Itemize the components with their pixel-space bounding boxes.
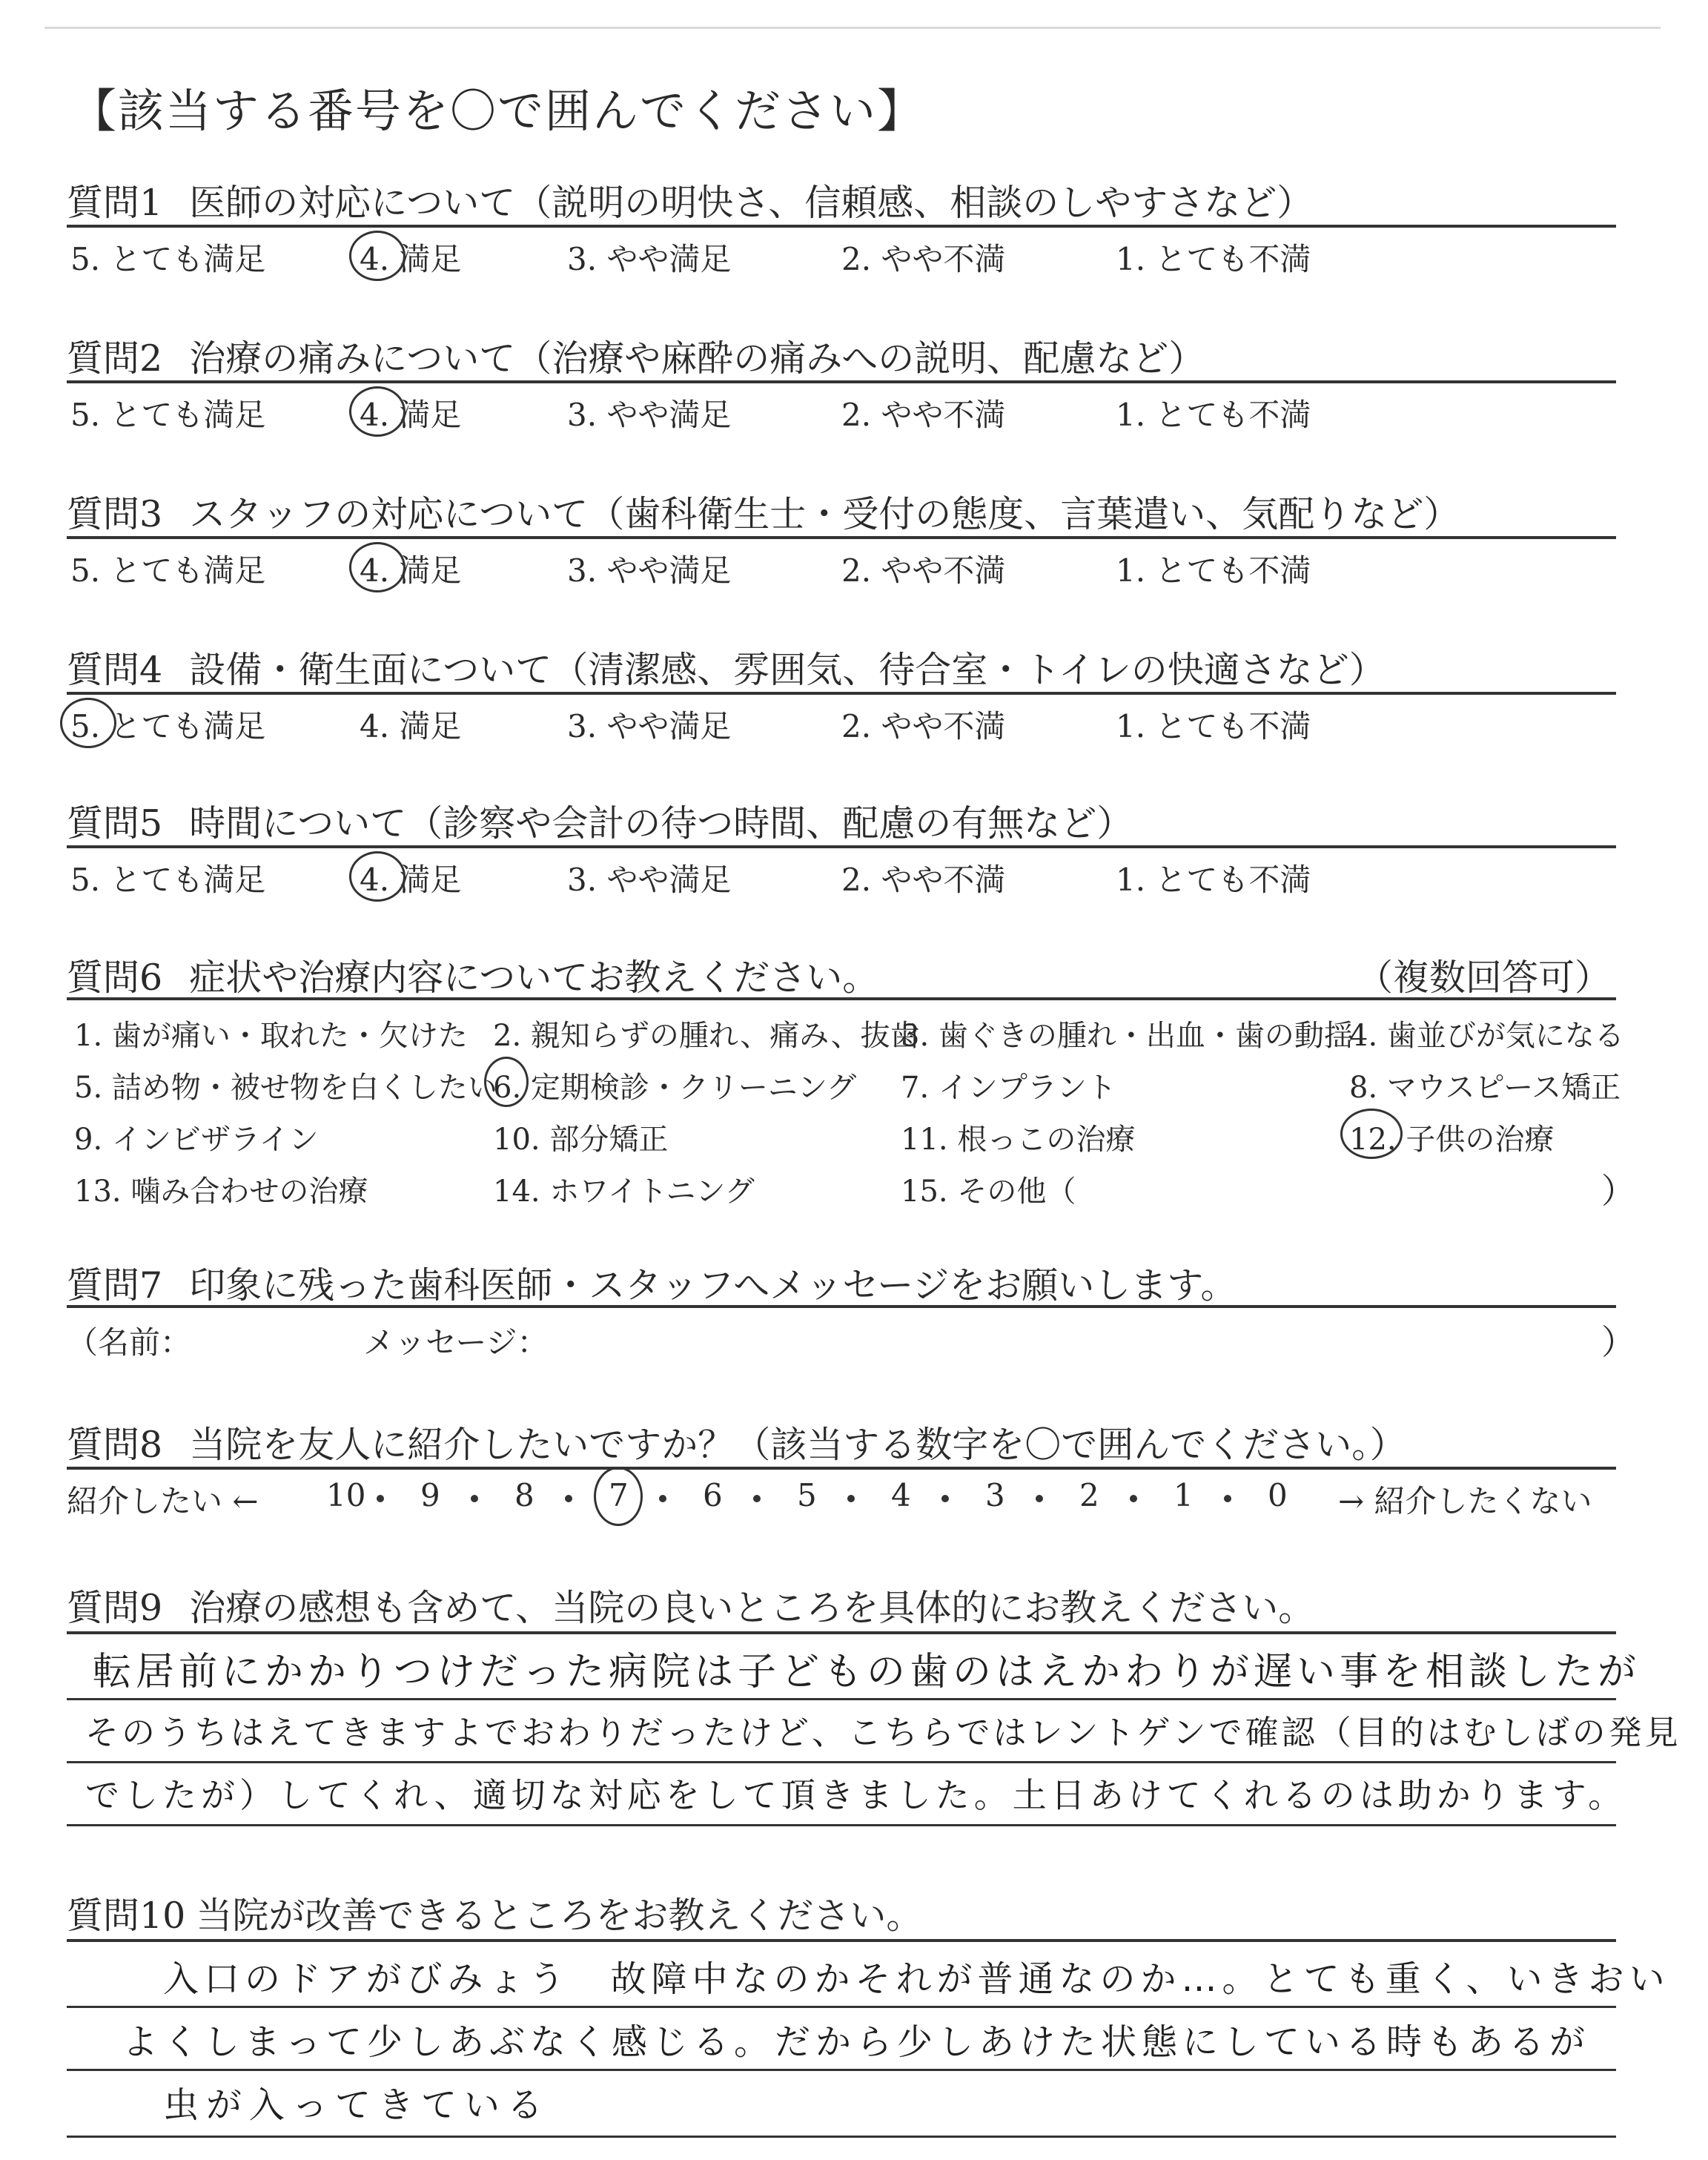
q8-scale-5[interactable]: 5 <box>797 1477 817 1513</box>
q1-rule <box>67 225 1616 228</box>
q7-text: 印象に残った歯科医師・スタッフへメッセージをお願いします。 <box>189 1264 1237 1307</box>
q5-option-5[interactable]: 5. とても満足 <box>70 862 266 898</box>
q1-option-2[interactable]: 2. やや不満 <box>841 241 1006 277</box>
q5-option-4[interactable]: 4. 満足 <box>360 862 462 898</box>
q1-selected-circle <box>349 231 406 281</box>
q1-option-3[interactable]: 3. やや満足 <box>567 241 732 277</box>
q4-heading <box>67 641 1616 693</box>
q2-option-4[interactable]: 4. 満足 <box>360 397 462 433</box>
q5-label: 質問5 <box>67 802 163 845</box>
q6-option-1[interactable]: 1. 歯が痛い・取れた・欠けた <box>74 1019 468 1053</box>
q8-scale-8[interactable]: 8 <box>514 1477 534 1513</box>
q6-option-7[interactable]: 7. インプラント <box>901 1071 1116 1105</box>
q7-rule <box>67 1305 1616 1308</box>
q3-selected-circle <box>349 542 406 592</box>
q10-answer-line-3: 虫が入ってきている <box>163 2084 551 2126</box>
q6-option-10[interactable]: 10. 部分矯正 <box>493 1123 669 1157</box>
q5-rule <box>67 845 1616 848</box>
q7-heading <box>67 1257 1616 1309</box>
q6-option-11[interactable]: 11. 根っこの治療 <box>901 1123 1136 1157</box>
q1-text: 医師の対応について（説明の明快さ、信頼感、相談のしやすさなど） <box>189 182 1314 224</box>
q7-message-label: メッセージ： <box>363 1324 549 1361</box>
q8-scale-7[interactable]: 7 <box>609 1477 629 1513</box>
q8-scale-4[interactable]: 4 <box>891 1477 911 1513</box>
q8-scale-6[interactable]: 6 <box>703 1477 723 1513</box>
q3-option-3[interactable]: 3. やや満足 <box>567 552 732 589</box>
q4-option-1[interactable]: 1. とても不満 <box>1116 708 1311 744</box>
q9-line-3 <box>67 1824 1616 1826</box>
q6-option-9[interactable]: 9. インビザライン <box>74 1123 319 1157</box>
q9-answer-line-3: でしたが）してくれ、適切な対応をして頂きました。土日あけてくれるのは助かります。 <box>85 1775 1627 1815</box>
page-title: 【該当する番号を〇で囲んでください】 <box>70 84 925 138</box>
q8-scale-separator <box>1130 1495 1137 1502</box>
q8-scale-0[interactable]: 0 <box>1268 1477 1288 1513</box>
q10-heading <box>67 1887 1616 1939</box>
q8-scale-10[interactable]: 10 <box>326 1477 366 1513</box>
q10-line-2 <box>67 2069 1616 2071</box>
q8-scale-separator <box>565 1495 572 1502</box>
q8-scale-9[interactable]: 9 <box>420 1477 440 1513</box>
q4-label: 質問4 <box>67 649 163 691</box>
q9-heading <box>67 1579 1616 1631</box>
q3-option-2[interactable]: 2. やや不満 <box>841 552 1006 589</box>
q4-rule <box>67 692 1616 695</box>
q6-option-2[interactable]: 2. 親知らずの腫れ、痛み、抜歯 <box>493 1019 920 1053</box>
q6-option-12[interactable]: 12. 子供の治療 <box>1349 1123 1555 1157</box>
q8-selected-circle <box>594 1467 643 1526</box>
q10-text: 当院が改善できるところをお教えください。 <box>196 1895 923 1937</box>
q1-heading <box>67 174 1616 226</box>
q10-rule <box>67 1939 1616 1942</box>
q8-left-label: 紹介したい ← <box>67 1483 259 1519</box>
q6-option-15[interactable]: 15. その他（ <box>901 1175 1076 1209</box>
q2-text: 治療の痛みについて（治療や麻酔の痛みへの説明、配慮など） <box>189 337 1205 380</box>
q6-note: （複数回答可） <box>1357 957 1612 999</box>
q9-answer-line-2: そのうちはえてきますよでおわりだったけど、こちらではレントゲンで確認（目的はむしばの発見 <box>85 1713 1681 1752</box>
q4-selected-circle <box>60 698 116 748</box>
q5-selected-circle <box>349 851 406 902</box>
q6-selected-circle-12 <box>1340 1109 1403 1159</box>
q2-selected-circle <box>349 386 406 437</box>
q9-line-1 <box>67 1698 1616 1700</box>
q3-option-4[interactable]: 4. 満足 <box>360 552 462 589</box>
q5-option-2[interactable]: 2. やや不満 <box>841 862 1006 898</box>
q6-option-8[interactable]: 8. マウスピース矯正 <box>1349 1071 1621 1105</box>
q8-scale-3[interactable]: 3 <box>985 1477 1005 1513</box>
q8-rule <box>67 1467 1616 1470</box>
q2-heading <box>67 330 1616 382</box>
q5-option-3[interactable]: 3. やや満足 <box>567 862 732 898</box>
q6-label: 質問6 <box>67 957 163 999</box>
q6-rule <box>67 997 1616 1000</box>
q8-label: 質問8 <box>67 1424 163 1466</box>
q4-option-5[interactable]: 5. とても満足 <box>70 708 266 744</box>
q9-answer-line-1: 転居前にかかりつけだった病院は子どもの歯のはえかわりが遅い事を相談したが <box>93 1650 1641 1694</box>
q1-label: 質問1 <box>67 182 163 224</box>
q8-text: 当院を友人に紹介したいですか？（該当する数字を〇で囲んでください。） <box>189 1424 1406 1466</box>
q2-option-2[interactable]: 2. やや不満 <box>841 397 1006 433</box>
q4-option-3[interactable]: 3. やや満足 <box>567 708 732 744</box>
q10-line-1 <box>67 2006 1616 2008</box>
q6-option-3[interactable]: 3. 歯ぐきの腫れ・出血・歯の動揺 <box>901 1019 1354 1053</box>
q8-scale-separator <box>377 1495 384 1502</box>
q5-option-1[interactable]: 1. とても不満 <box>1116 862 1311 898</box>
q8-scale-1[interactable]: 1 <box>1174 1477 1194 1513</box>
q4-text: 設備・衛生面について（清潔感、雰囲気、待合室・トイレの快適さなど） <box>189 649 1386 691</box>
q8-right-label: → 紹介したくない <box>1338 1483 1592 1519</box>
q8-scale-separator <box>1036 1495 1043 1502</box>
q2-option-3[interactable]: 3. やや満足 <box>567 397 732 433</box>
q1-option-5[interactable]: 5. とても満足 <box>70 241 266 277</box>
q8-scale-separator <box>1224 1495 1231 1502</box>
q3-label: 質問3 <box>67 493 163 535</box>
q2-option-1[interactable]: 1. とても不満 <box>1116 397 1311 433</box>
q3-option-5[interactable]: 5. とても満足 <box>70 552 266 589</box>
q3-text: スタッフの対応について（歯科衛生士・受付の態度、言葉遣い、気配りなど） <box>189 493 1460 535</box>
q2-rule <box>67 380 1616 383</box>
q6-selected-circle-6 <box>484 1057 529 1107</box>
q9-rule <box>67 1631 1616 1634</box>
q6-option-14[interactable]: 14. ホワイトニング <box>493 1175 755 1209</box>
q4-option-4[interactable]: 4. 満足 <box>360 708 462 744</box>
q8-scale-2[interactable]: 2 <box>1079 1477 1099 1513</box>
q3-rule <box>67 536 1616 539</box>
q7-name-label: （名前： <box>67 1324 192 1361</box>
q8-heading <box>67 1416 1616 1468</box>
q1-option-1[interactable]: 1. とても不満 <box>1116 241 1311 277</box>
q9-label: 質問9 <box>67 1587 163 1629</box>
q6-option-5[interactable]: 5. 詰め物・被せ物を白くしたい <box>74 1071 497 1105</box>
q10-line-3 <box>67 2136 1616 2138</box>
q2-option-5[interactable]: 5. とても満足 <box>70 397 266 433</box>
q8-scale-separator <box>471 1495 478 1502</box>
q5-text: 時間について（診察や会計の待つ時間、配慮の有無など） <box>189 802 1133 845</box>
q3-option-1[interactable]: 1. とても不満 <box>1116 552 1311 589</box>
q6-text: 症状や治療内容についてお教えください。 <box>189 957 879 999</box>
q10-answer-line-1: 入口のドアがびみょう 故障中なのかそれが普通なのか…。とても重く、いきおい <box>163 1958 1670 2000</box>
q7-label: 質問7 <box>67 1264 163 1307</box>
q6-option-4[interactable]: 4. 歯並びが気になる <box>1349 1019 1624 1053</box>
q7-close-paren: ） <box>1601 1322 1635 1362</box>
q8-scale-separator <box>659 1495 666 1502</box>
q1-option-4[interactable]: 4. 満足 <box>360 241 462 277</box>
q2-label: 質問2 <box>67 337 163 380</box>
q8-scale-separator <box>753 1495 761 1502</box>
q5-heading <box>67 795 1616 847</box>
q6-option-13[interactable]: 13. 噛み合わせの治療 <box>74 1175 368 1209</box>
q9-line-2 <box>67 1761 1616 1763</box>
q10-label: 質問10 <box>67 1895 186 1937</box>
q9-text: 治療の感想も含めて、当院の良いところを具体的にお教えください。 <box>189 1587 1315 1629</box>
top-border <box>44 27 1661 29</box>
q4-option-2[interactable]: 2. やや不満 <box>841 708 1006 744</box>
q8-scale-separator <box>847 1495 855 1502</box>
q3-heading <box>67 486 1616 538</box>
q6-option-6[interactable]: 6. 定期検診・クリーニング <box>493 1071 857 1105</box>
q10-answer-line-2: よくしまって少しあぶなく感じる。だから少しあけた状態にしている時もあるが <box>122 2021 1591 2063</box>
q6-close-paren: ） <box>1601 1171 1635 1211</box>
q8-scale-separator <box>941 1495 949 1502</box>
